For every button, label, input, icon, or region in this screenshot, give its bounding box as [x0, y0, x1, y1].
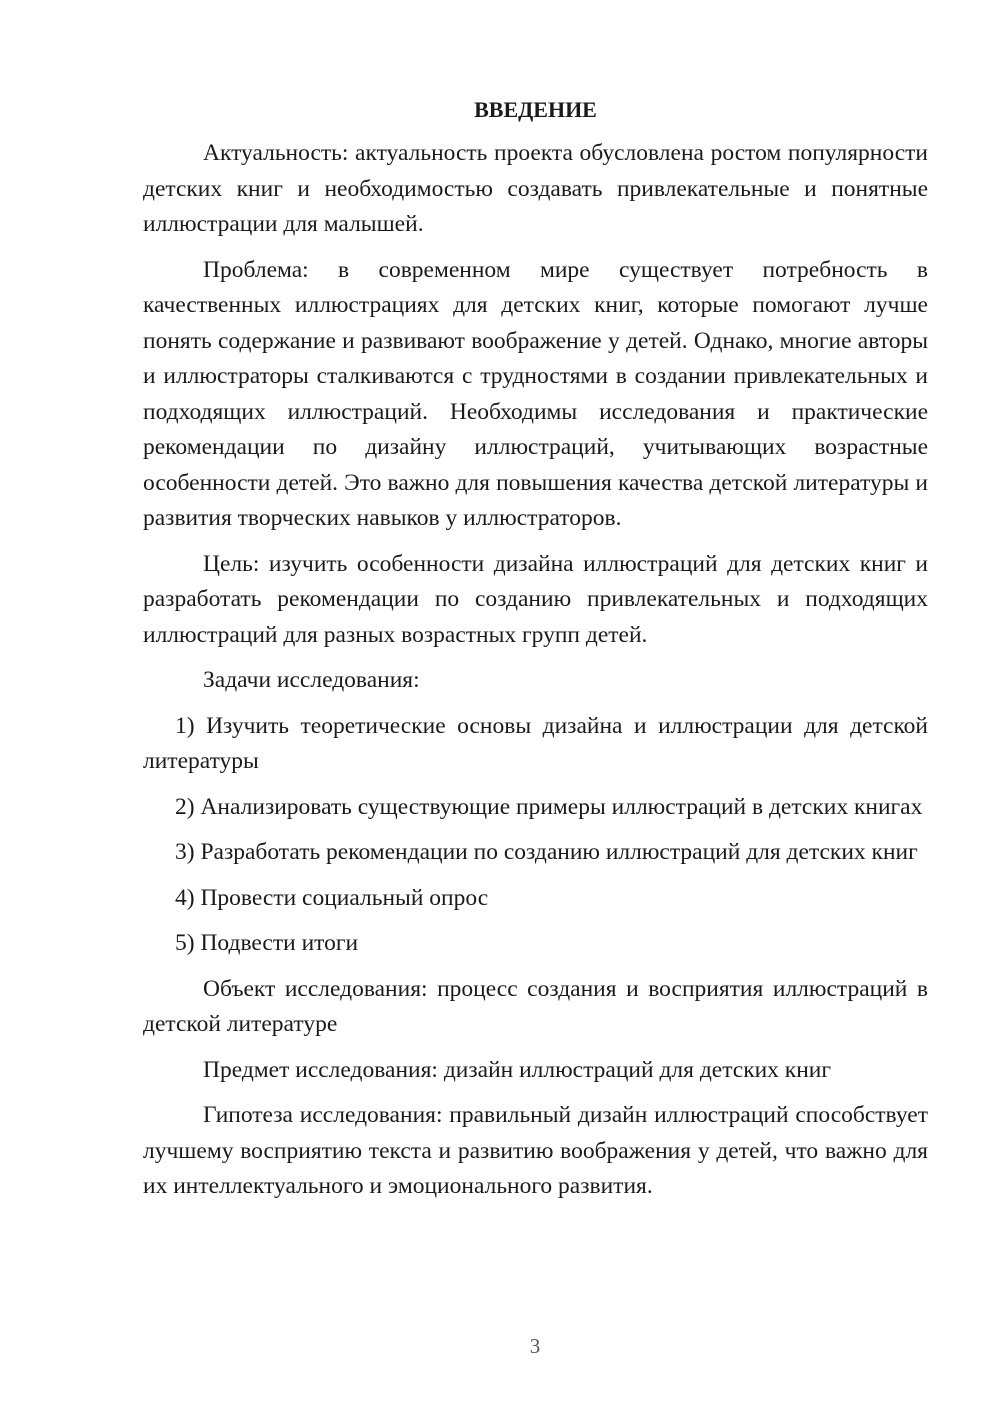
task-item-4: 4) Провести социальный опрос [175, 884, 489, 911]
hypothesis-paragraph: Гипотеза исследования: правильный дизайн иллюстраций способствует лучшему восприятию текста и развитию воображения у детей, что важно для их интеллектуального и эмоционального развития. [143, 1102, 928, 1199]
tasks-heading: Задачи исследования: [203, 667, 420, 693]
task-item-2: 2) Анализировать существующие примеры иллюстраций в детских книгах [175, 793, 923, 820]
subject-paragraph: Предмет исследования: дизайн иллюстраций для детских книг [203, 1056, 832, 1083]
task-item-3: 3) Разработать рекомендации по созданию иллюстраций для детских книг [175, 839, 918, 865]
task-item-1: 1) Изучить теоретические основы дизайна и иллюстрации для детской литературы [143, 712, 928, 774]
goal-paragraph: Цель: изучить особенности дизайна иллюстраций для детских книг и разработать рекомендации по созданию привлекательных и подходящих иллюстраций для разных возрастных групп детей. [143, 550, 928, 648]
object-paragraph: Объект исследования: процесс создания и восприятия иллюстраций в детской литературе [143, 975, 928, 1037]
page-content [143, 94, 928, 1215]
task-item-5: 5) Подвести итоги [175, 930, 359, 956]
problem-paragraph: Проблема: в современном мире существует потребность в качественных иллюстрациях для детских книг, которые помогают лучше понять содержание и развивают воображение у детей. Однако, многие авторы и иллюстраторы сталкиваются с трудностями в создании привлекательных и подходящих иллюстраций. Необходимы исследования и практические рекомендации по дизайну иллюстраций, учитывающих возрастные особенности детей. Это важно для повышения качества детской литературы и развития творческих навыков у иллюстраторов. [143, 256, 928, 531]
relevance-paragraph: Актуальность: актуальность проекта обусловлена ростом популярности детских книг и необходимостью создавать привлекательные и понятные иллюстрации для малышей. [143, 140, 928, 237]
page-title: ВВЕДЕНИЕ [474, 97, 597, 122]
page-number: 3 [529, 1334, 541, 1358]
